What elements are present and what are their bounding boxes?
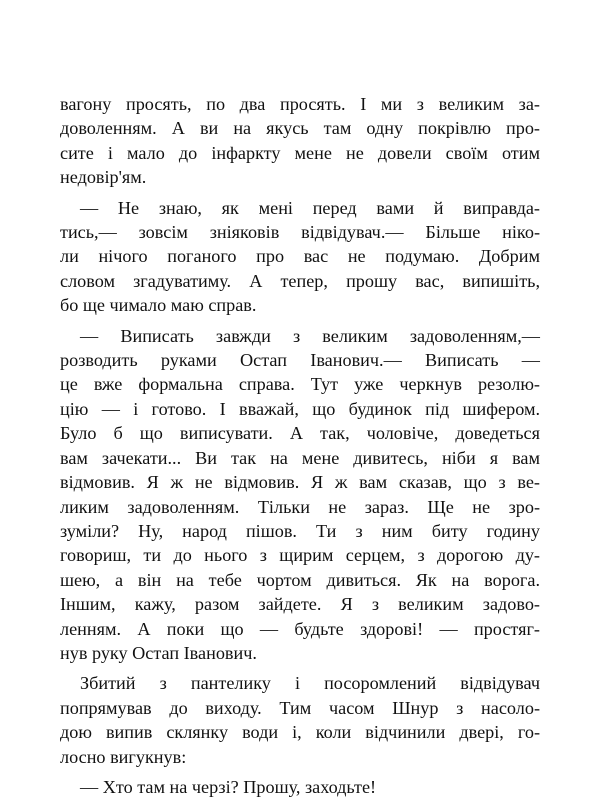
text-line: зуміли? Ну, народ пішов. Ти з ним биту годину bbox=[60, 520, 540, 541]
paragraph bbox=[60, 92, 540, 190]
text-line: вам зачекати... Ви так на мене дивитесь, ніби я вам bbox=[60, 447, 540, 468]
text-line: ленням. А поки що — будьте здорові! — простяг- bbox=[60, 618, 540, 639]
text-line: Збитий з пантелику і посоромлений відвідувач bbox=[80, 673, 540, 694]
text-line: нув руку Остап Іванович. bbox=[60, 642, 257, 663]
text-line: шею, а він на тебе чортом дивиться. Як на ворога. bbox=[60, 569, 540, 590]
paragraph bbox=[60, 196, 540, 318]
text-line: цію — і готово. І вважай, що будинок під шифером. bbox=[60, 398, 540, 419]
text-line: говориш, ти до нього з щирим серцем, з дорогою ду- bbox=[60, 545, 540, 566]
text-line: — Хто там на черзі? Прошу, заходьте! bbox=[80, 776, 377, 797]
paragraph bbox=[60, 671, 540, 769]
book-page bbox=[60, 92, 540, 805]
text-line: ли нічого поганого про вас не подумаю. Добрим bbox=[60, 246, 540, 267]
text-line: розводить руками Остап Іванович.— Виписать — bbox=[60, 350, 540, 371]
text-line: це вже формальна справа. Тут уже черкнув резолю- bbox=[60, 374, 540, 395]
text-line: — Не знаю, як мені перед вами й виправда- bbox=[80, 197, 540, 218]
text-line: доволенням. А ви на якусь там одну покрівлю про- bbox=[60, 118, 540, 139]
text-line: попрямував до виходу. Тим часом Шнур з насоло- bbox=[60, 697, 540, 718]
text-line: лосно вигукнув: bbox=[60, 746, 187, 767]
text-line: Було б що виписувати. А так, чоловіче, доведеться bbox=[60, 423, 540, 444]
text-line: вагону просять, по два просять. І ми з великим за- bbox=[60, 94, 540, 114]
text-line: недовір'ям. bbox=[60, 167, 147, 188]
text-line: словом згадуватиму. А тепер, прошу вас, випишіть, bbox=[60, 270, 540, 291]
text-line: тись,— зовсім зніяковів відвідувач.— Більше ніко- bbox=[60, 222, 540, 243]
text-line: Іншим, кажу, разом зайдете. Я з великим задово- bbox=[60, 594, 540, 615]
text-line: дою випив склянку води і, коли відчинили двері, го- bbox=[60, 722, 540, 743]
paragraph bbox=[60, 324, 540, 666]
text-line: ликим задоволенням. Тільки не зараз. Ще не зро- bbox=[60, 496, 540, 517]
text-line: сите і мало до інфаркту мене не довели своїм отим bbox=[60, 142, 540, 163]
text-line: відмовив. Я ж не відмовив. Я ж вам сказав, що з ве- bbox=[60, 472, 540, 493]
text-line: бо ще чимало маю справ. bbox=[60, 295, 257, 316]
text-line: — Виписать завжди з великим задоволенням,— bbox=[80, 325, 540, 346]
